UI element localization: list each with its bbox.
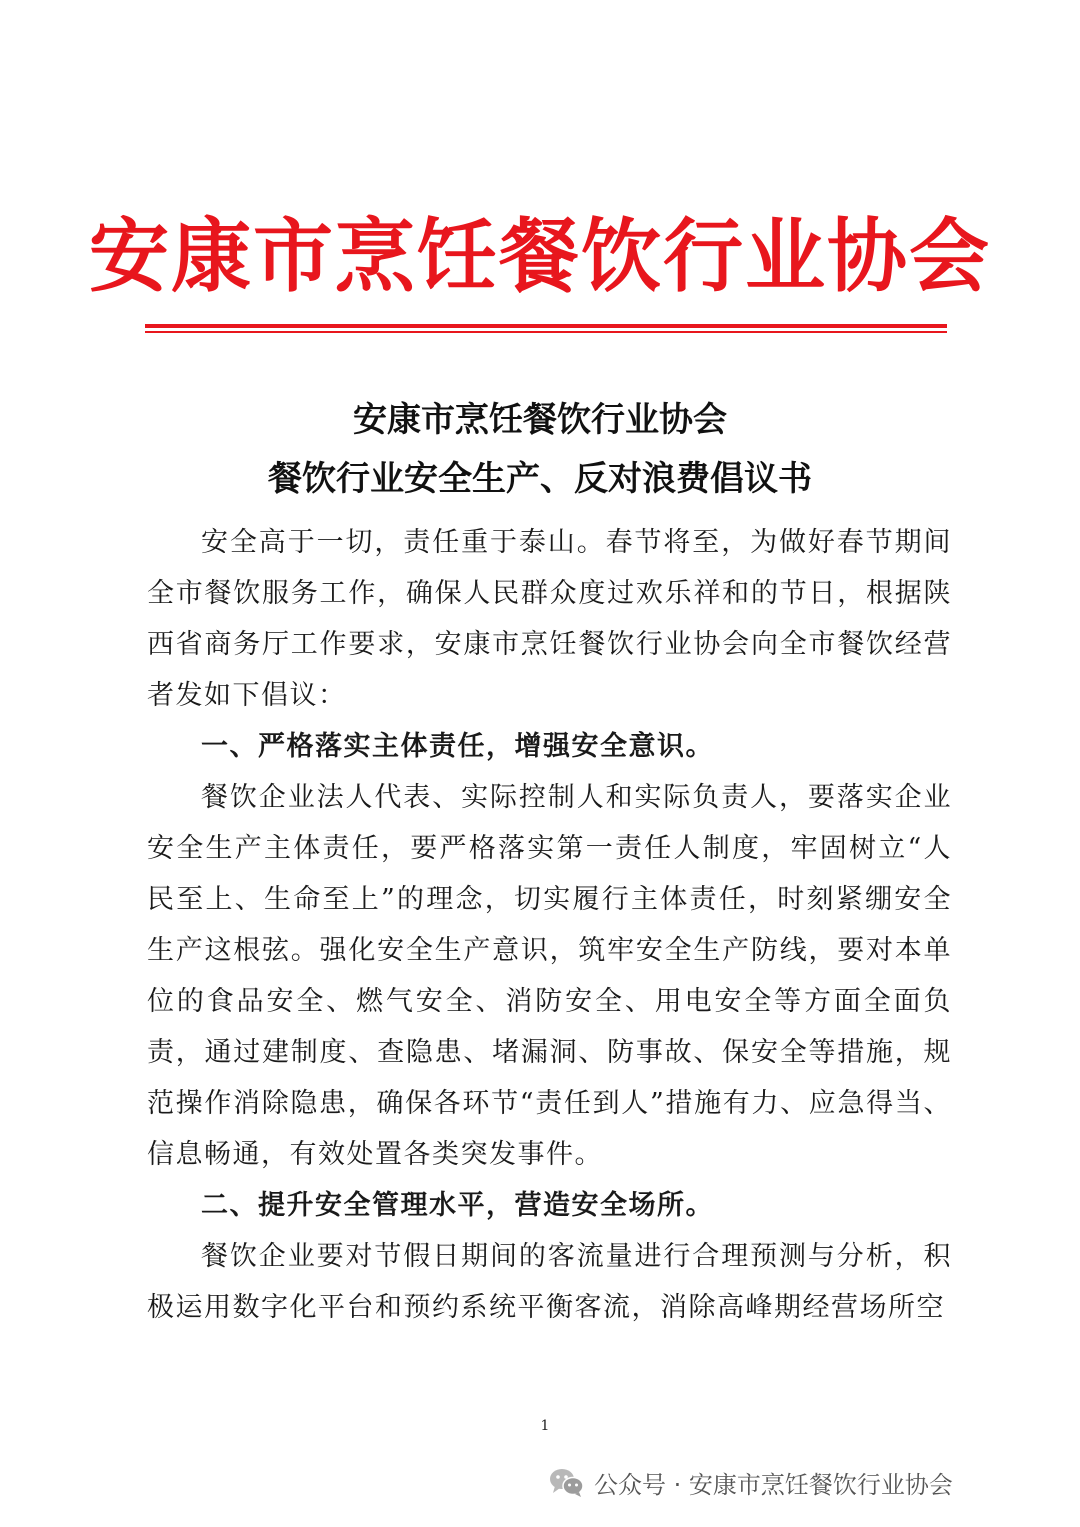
intro-paragraph: 安全高于一切，责任重于泰山。春节将至，为做好春节期间全市餐饮服务工作，确保人民群众度过欢乐祥和的节日，根据陕西省商务厅工作要求，安康市烹饪餐饮行业协会向全市餐饮经营者发如下倡议：: [147, 527, 952, 711]
footer-account-text: 公众号 · 安康市烹饪餐饮行业协会: [594, 1470, 953, 1499]
section-paragraph-1: 餐饮企业法人代表、实际控制人和实际负责人，要落实企业安全生产主体责任，要严格落实第一责任人制度，牢固树立“人民至上、生命至上”的理念，切实履行主体责任，时刻紧绷安全生产这根弦。强化安全生产意识，筑牢安全生产防线，要对本单位的食品安全、燃气安全、消防安全、用电安全等方面全面负责，通过建制度、查隐患、堵漏洞、防事故、保安全等措施，规范操作消除隐患，确保各环节“责任到人”措施有力、应急得当、信息畅通，有效处置各类突发事件。: [147, 782, 952, 1170]
section-heading-2: 二、提升安全管理水平，营造安全场所。: [201, 1190, 714, 1221]
page-number: 1: [540, 1418, 550, 1434]
wechat-icon: [548, 1466, 584, 1498]
section-heading-1: 一、严格落实主体责任，增强安全意识。: [201, 731, 714, 762]
document-body: [147, 517, 952, 1333]
letterhead-org-name: 安康市烹饪餐饮行业协会: [89, 209, 991, 303]
document-title-line2: 餐饮行业安全生产、反对浪费倡议书: [268, 459, 812, 499]
letterhead-rule-thick: [145, 324, 947, 328]
letterhead-rule-thin: [145, 331, 947, 333]
section-paragraph-2: 餐饮企业要对节假日期间的客流量进行合理预测与分析，积极运用数字化平台和预约系统平衡客流，消除高峰期经营场所空: [147, 1241, 952, 1323]
wechat-footer: [548, 1462, 953, 1502]
document-title-line1: 安康市烹饪餐饮行业协会: [353, 400, 727, 440]
